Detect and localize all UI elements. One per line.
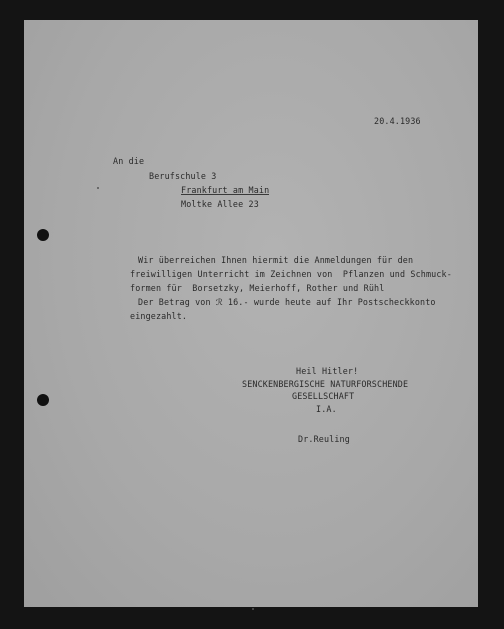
body-line: Der Betrag von ℛ 16.- wurde heute auf Ihr Postscheckkonto: [138, 297, 436, 307]
organization-name-line1: SENCKENBERGISCHE NATURFORSCHENDE: [242, 379, 409, 389]
punch-hole-top: [37, 229, 49, 241]
recipient-street: Moltke Allee 23: [181, 199, 259, 209]
body-line: freiwilligen Unterricht im Zeichnen von Pflanzen und Schmuck-: [130, 269, 452, 279]
punch-hole-bottom: [37, 394, 49, 406]
recipient-name: Berufschule 3: [149, 171, 217, 181]
paper-speck: [97, 187, 99, 189]
body-line: eingezahlt.: [130, 311, 188, 321]
paper-speck: [252, 608, 254, 610]
letter-date: 20.4.1936: [374, 116, 421, 126]
closing-ia: I.A.: [316, 404, 337, 414]
letter-page: [24, 20, 478, 607]
recipient-city: Frankfurt am Main: [181, 185, 270, 195]
body-line: Wir überreichen Ihnen hiermit die Anmeldungen für den: [138, 255, 414, 265]
recipient-salutation: An die: [113, 156, 145, 166]
signature-name: Dr.Reuling: [298, 434, 350, 444]
closing-greeting: Heil Hitler!: [296, 366, 359, 376]
body-line: formen für Borsetzky, Meierhoff, Rother und Rühl: [130, 283, 385, 293]
organization-name-line2: GESELLSCHAFT: [292, 391, 355, 401]
